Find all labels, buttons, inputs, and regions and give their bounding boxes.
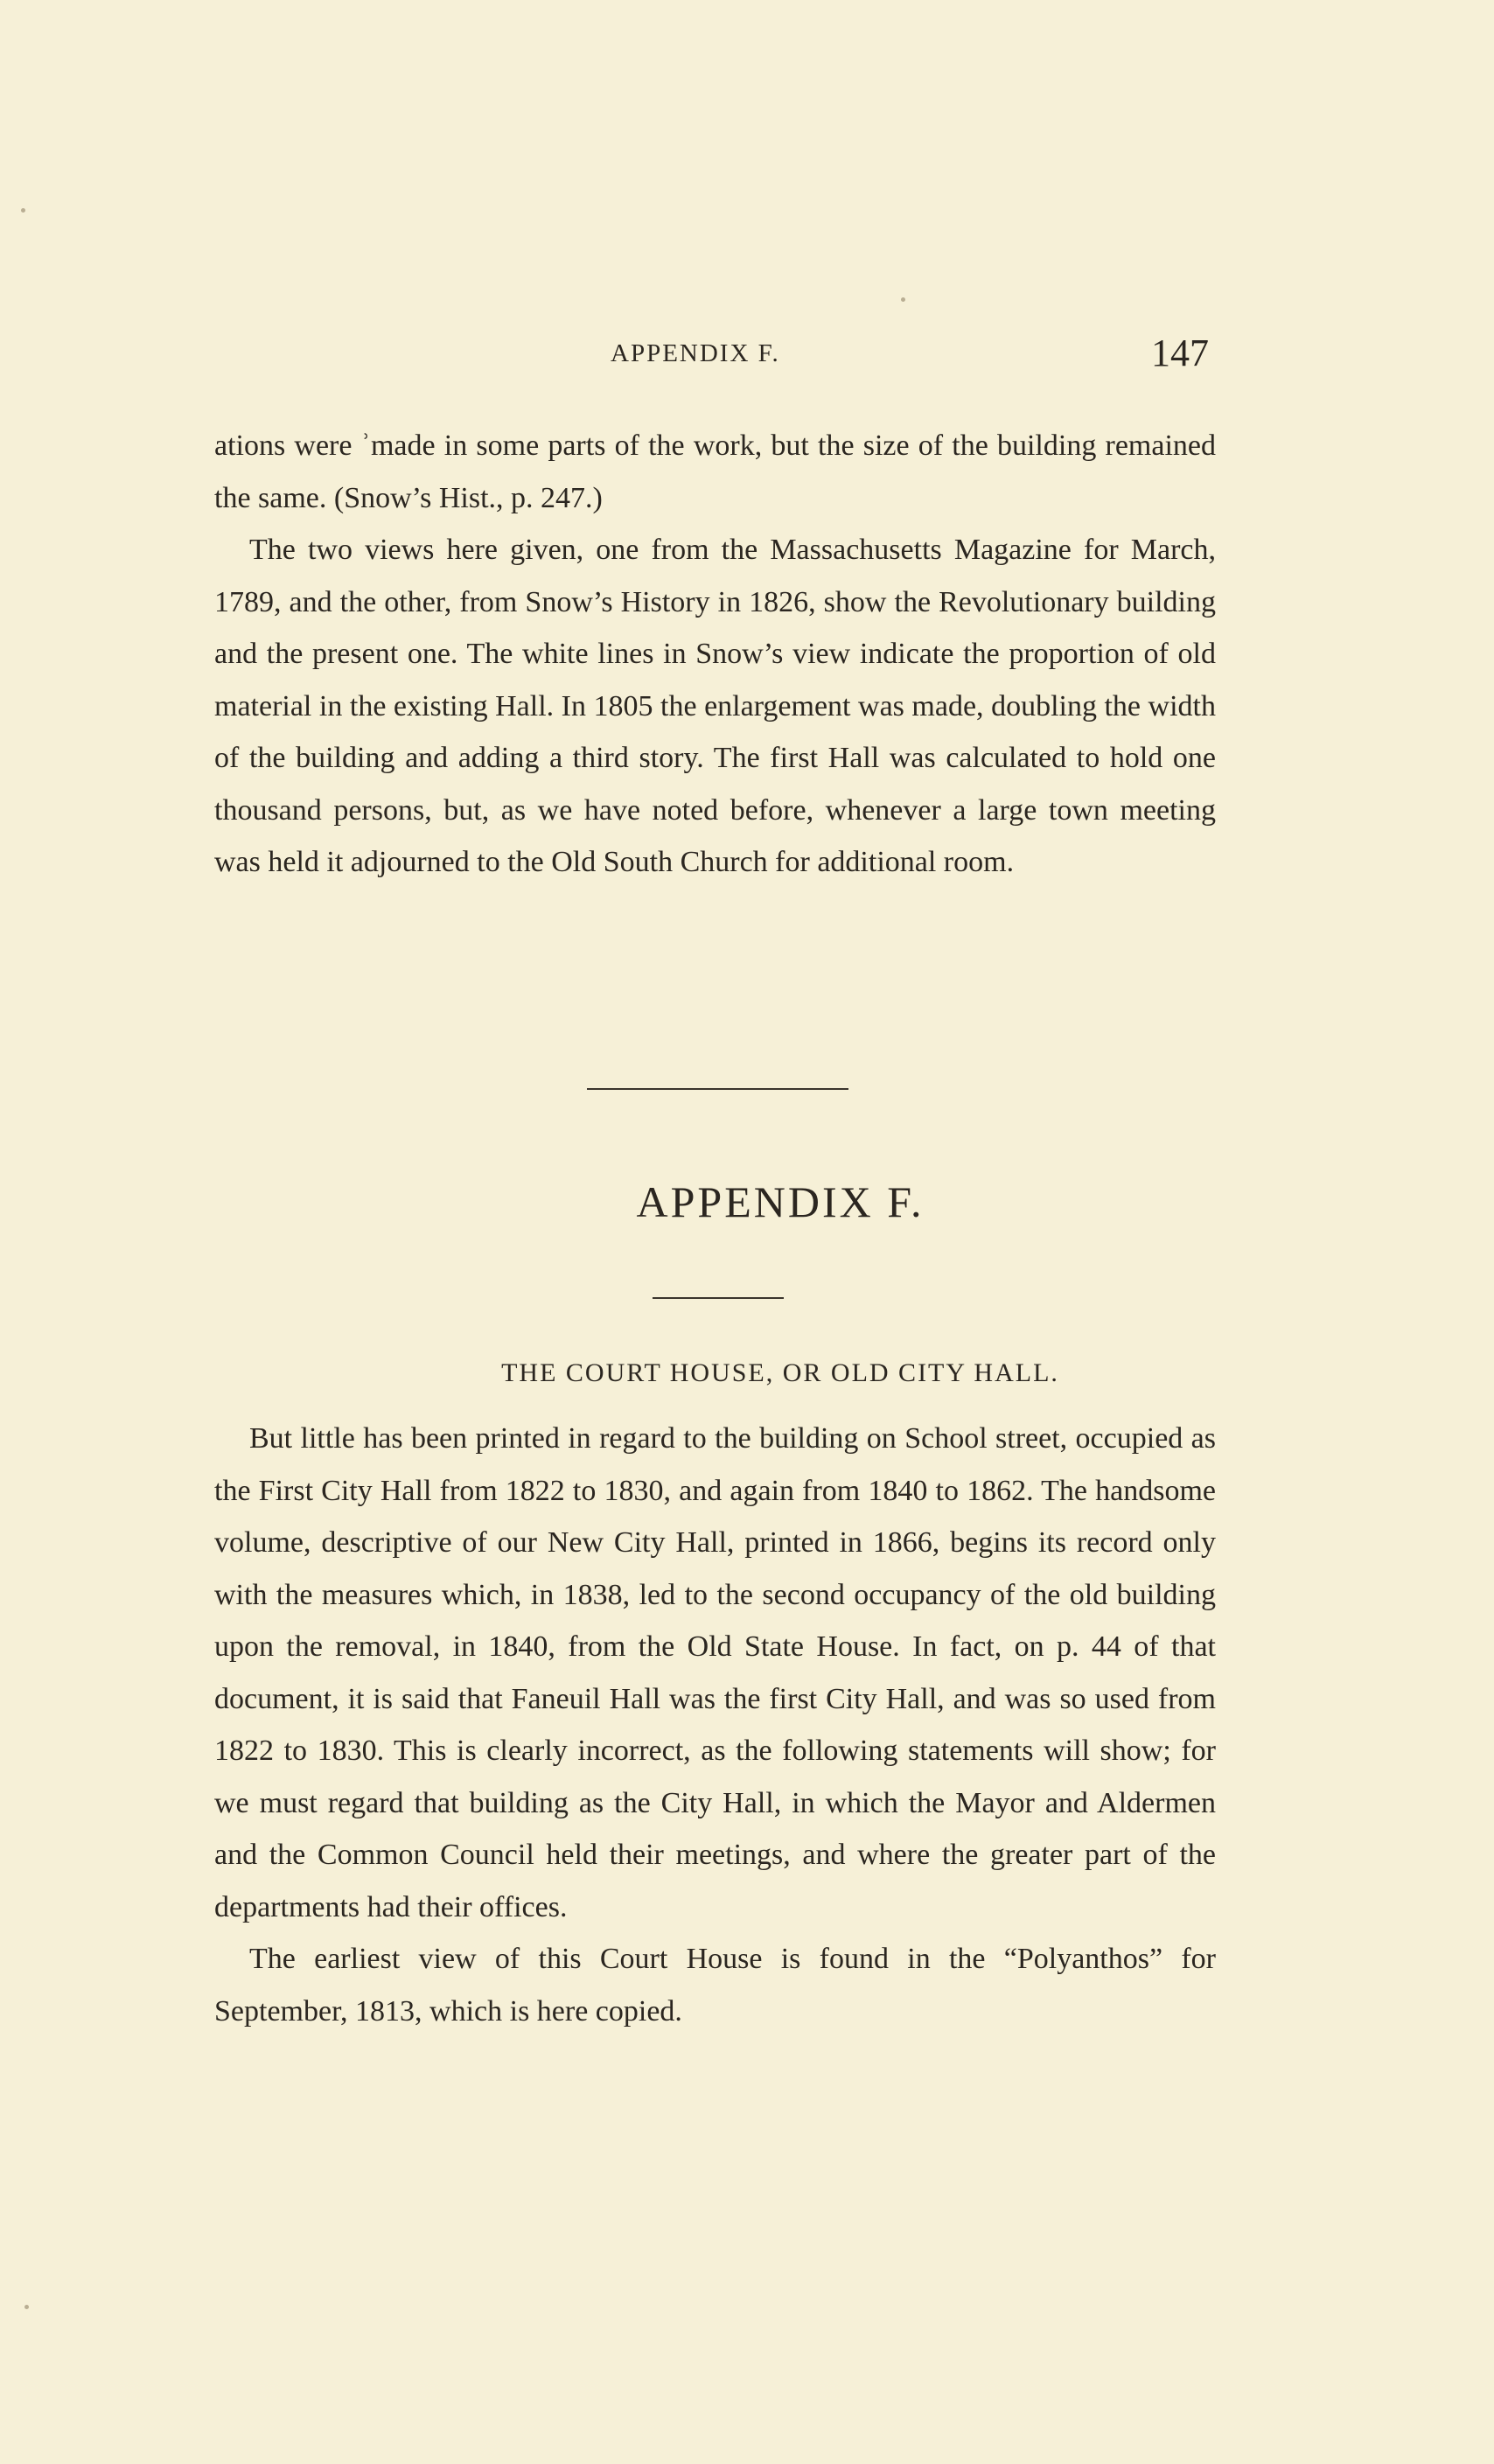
continuation-paragraph-2: The two views here given, one from the Massachusetts Magazine for March, 1789, and the other, from Snow’s History in 1826, show the Revolutionary building and the present one. The white lines in Snow’s view indicate the proportion of old material in the existing Hall. In 1805 the enlargement was made, doubling the width of the building and adding a third story. The first Hall was calculated to hold one thousand persons, but, as we have noted before, whenever a large town meeting was held it adjourned to the Old South Church for additional room.: [214, 534, 1216, 878]
paper-speck: [21, 208, 25, 213]
paper-speck: [901, 297, 905, 302]
appendix-paragraph-2: The earliest view of this Court House is found in the “Polyanthos” for September, 1813, which is here copied.: [214, 1943, 1216, 2028]
appendix-paragraph-1: But little has been printed in regard to the building on School street, occupied as the First City Hall from 1822 to 1830, and again from 1840 to 1862. The handsome volume, descriptive of our New City Hall, printed in 1866, begins its record only with the measures which, in 1838, led to the second occupancy of the old building upon the removal, in 1840, from the Old State House. In fact, on p. 44 of that document, it is said that Faneuil Hall was the first City Hall, and was so used from 1822 to 1830. This is clearly incorrect, as the following statements will show; for we must regard that building as the City Hall, in which the Mayor and Aldermen and the Common Council held their meetings, and where the greater part of the departments had their offices.: [214, 1422, 1216, 1923]
appendix-title: APPENDIX F.: [636, 1177, 925, 1226]
appendix-body: [214, 1413, 1216, 2037]
paper-speck: [24, 2305, 29, 2309]
continuation-paragraph-1: ations were ʾmade in some parts of the work, but the size of the building remained the same. (Snow’s Hist., p. 247.): [214, 429, 1216, 514]
section-title: THE COURT HOUSE, OR OLD CITY HALL.: [501, 1358, 1059, 1387]
section-divider-rule: [587, 1088, 848, 1090]
continuation-text: [214, 420, 1216, 889]
running-head: APPENDIX F.: [611, 339, 780, 367]
page-number: 147: [1151, 332, 1209, 374]
page-header: [0, 331, 1494, 383]
title-underline-rule: [653, 1297, 784, 1299]
